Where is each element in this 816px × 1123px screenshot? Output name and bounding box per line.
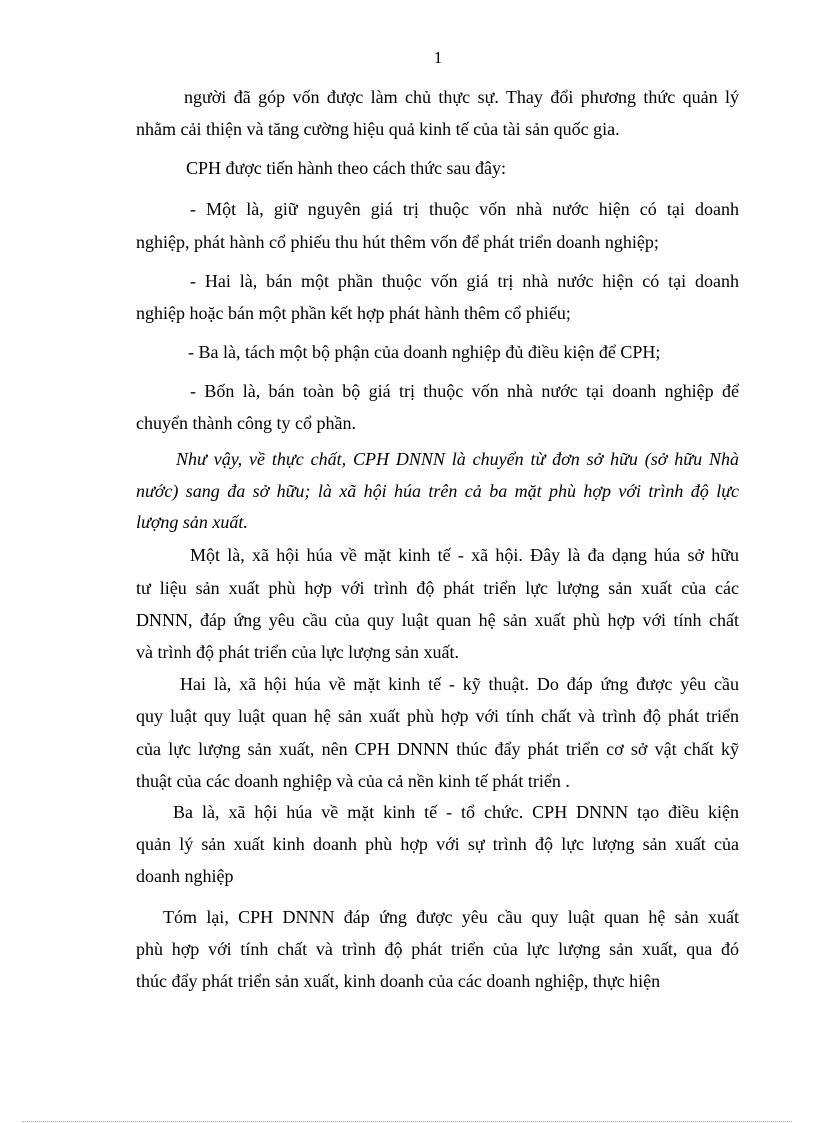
text-line: người đã góp vốn được làm chủ thực sự. Thay đổi phương thức quản lý bbox=[184, 87, 739, 107]
text-line: tư liệu sản xuất phù hợp với trình độ phát triển lực lượng sản xuất của các bbox=[136, 578, 739, 598]
text-line: nghiệp hoặc bán một phần kết hợp phát hành thêm cổ phiếu; bbox=[136, 303, 571, 323]
text-line: Ba là, xã hội húa về mặt kinh tế - tổ chức. CPH DNNN tạo điều kiện bbox=[173, 802, 739, 822]
text-line: - Hai là, bán một phần thuộc vốn giá trị nhà nước hiện có tại doanh bbox=[190, 271, 739, 291]
text-line: thúc đẩy phát triển sản xuất, kinh doanh của các doanh nghiệp, thực hiện bbox=[136, 971, 661, 991]
text-line: Tóm lại, CPH DNNN đáp ứng được yêu cầu quy luật quan hệ sản xuất bbox=[163, 907, 739, 927]
text-line: DNNN, đáp ứng yêu cầu của quy luật quan hệ sản xuất phù hợp với tính chất bbox=[136, 610, 739, 630]
text-line: thuật của các doanh nghiệp và của cả nền kinh tế phát triển . bbox=[136, 771, 570, 791]
text-line: của lực lượng sản xuất, nên CPH DNNN thúc đẩy phát triển cơ sở vật chất kỹ bbox=[136, 739, 739, 759]
text-line: Một là, xã hội húa về mặt kinh tế - xã hội. Đây là đa dạng húa sở hữu bbox=[190, 545, 739, 565]
text-line: quy luật quy luật quan hệ sản xuất phù hợp với tính chất và trình độ phát triển bbox=[136, 706, 739, 726]
text-line: - Ba là, tách một bộ phận của doanh nghiệp đủ điều kiện để CPH; bbox=[188, 342, 661, 362]
text-line: Hai là, xã hội húa về mặt kinh tế - kỹ thuật. Do đáp ứng được yêu cầu bbox=[180, 674, 739, 694]
text-line: nhằm cải thiện và tăng cường hiệu quả kinh tế của tài sản quốc gia. bbox=[136, 119, 620, 139]
text-line: chuyển thành công ty cổ phần. bbox=[136, 413, 356, 433]
text-line: nghiệp, phát hành cổ phiếu thu hút thêm vốn để phát triển doanh nghiệp; bbox=[136, 232, 659, 252]
text-line-italic: nước) sang đa sở hữu; là xã hội húa trên cả ba mặt phù hợp với trình độ lực bbox=[136, 481, 739, 501]
text-line: CPH được tiến hành theo cách thức sau đây: bbox=[186, 158, 506, 178]
text-line-italic: Như vậy, về thực chất, CPH DNNN là chuyển từ đơn sở hữu (sở hữu Nhà bbox=[176, 449, 739, 469]
text-line: doanh nghiệp bbox=[136, 866, 234, 886]
text-line: - Bốn là, bán toàn bộ giá trị thuộc vốn nhà nước tại doanh nghiệp để bbox=[190, 381, 739, 401]
text-line: phù hợp với tính chất và trình độ phát triển của lực lượng sản xuất, qua đó bbox=[136, 939, 739, 959]
page-bottom-border bbox=[22, 1121, 792, 1122]
text-line: và trình độ phát triển của lực lượng sản xuất. bbox=[136, 642, 459, 662]
text-line-italic: lượng sản xuất. bbox=[136, 512, 248, 532]
text-line: - Một là, giữ nguyên giá trị thuộc vốn nhà nước hiện có tại doanh bbox=[190, 199, 739, 219]
page-number: 1 bbox=[433, 48, 443, 67]
text-line: quản lý sản xuất kinh doanh phù hợp với sự trình độ lực lượng sản xuất của bbox=[136, 834, 739, 854]
